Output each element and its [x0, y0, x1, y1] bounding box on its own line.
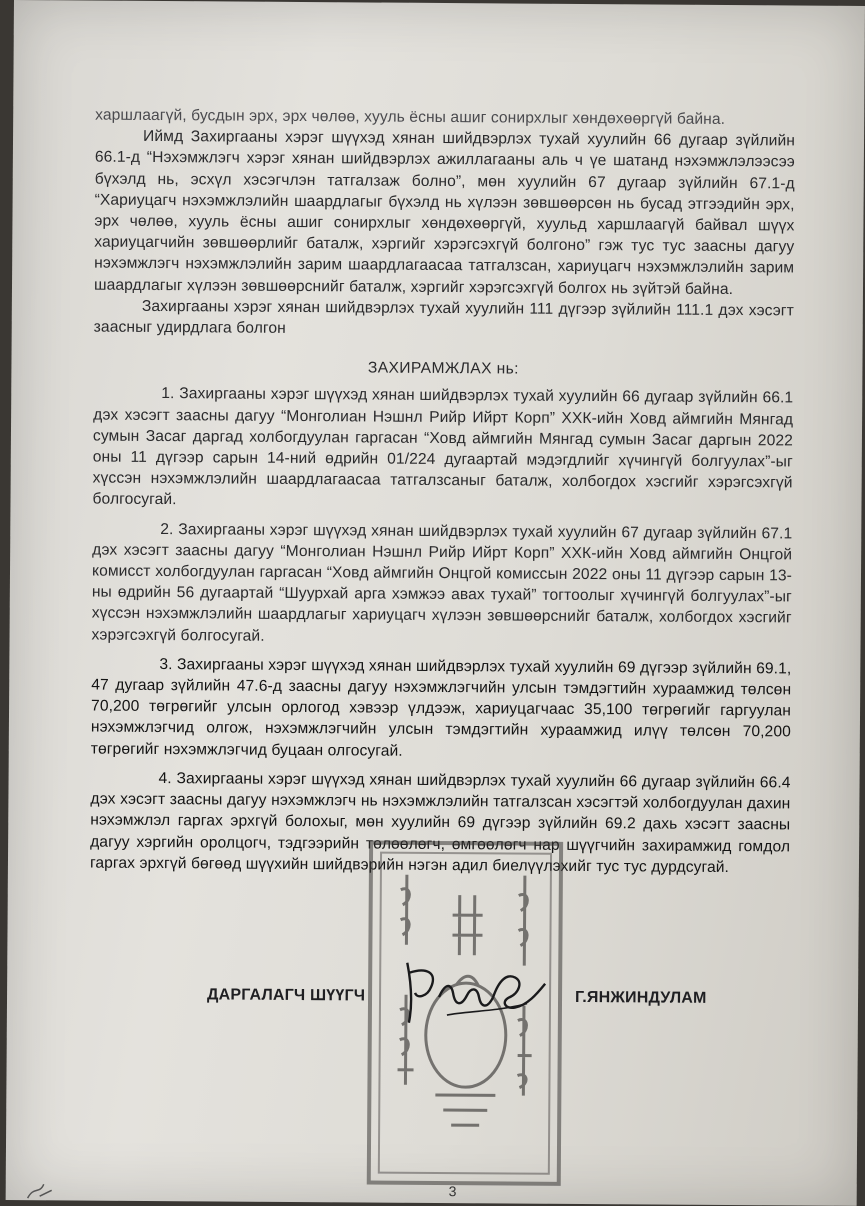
decree-item-1: 1. Захиргааны хэрэг шүүхэд хянан шийдвэрлэх тухай хуулийн 66 дугаар зүйлийн 66.1 дэх хэсэгт заасны дагуу “Монголиан Нэшнл Рийр Ийрт Корп” ХХК-ийн Ховд аймгийн Мянгад сумын Засаг даргад холбогдуулан гаргасан “Ховд аймгийн Мянгад сумын Засаг даргын 2022 оны 11 дүгээр сарын 14-ний өдрийн 01/224 дугаартай мэдэгдлийг хүчингүй болгуулах”-ыг хүссэн нэхэмжлэлийн шаардлагаасаа татгалзсаныг баталж, холбогдох хэсгийг хэрэгсэхгүй болгосугай.: [92, 385, 794, 509]
decree-item-2: 2. Захиргааны хэрэг шүүхэд хянан шийдвэрлэх тухай хуулийн 67 дугаар зүйлийн 67.1 дэх хэсэгт заасны дагуу “Монголиан Нэшнл Рийр Ийрт Корп” ХХК-ийн Ховд аймгийн Онцгой комисст холбогдуулан гаргасан “Ховд аймгийн Онцгой комиссын 2022 оны 11 дүгээр сарын 13-ны өдрийн 56 дугаартай “Шуурхай арга хэмжээ авах тухай” тогтоолыг хүчингүй болгуулах”-ыг хүссэн нэхэмжлэлийн шаардлагыг хариуцагч хүлээн зөвшөөрснийг баталж, холбогдох хэсгийг хэрэгсэхгүй болгосугай.: [91, 520, 793, 645]
corner-scribble: [26, 1180, 56, 1200]
paragraph-intro: харшлаагүй, бусдын эрх, эрх чөлөө, хууль ёсны ашиг сонирхлыг хөндөхөөргүй байна.: [95, 106, 726, 128]
judge-name: Г.ЯНЖИНДУЛАМ: [574, 988, 707, 1007]
page-number: 3: [448, 1183, 457, 1200]
paragraph-reasoning: Иймд Захиргааны хэрэг шүүхэд хянан шийдвэрлэх тухай хуулийн 66 дугаар зүйлийн 66.1-д “Нэхэмжлэгч хэрэг хянан шийдвэрлэх ажиллагааны аль ч үе шатанд нэхэмжлэлээсээ бүхэлд нь, эсхүл хэсэгчлэн татгалзаж болно”, мөн хуулийн 67 дугаар зүйлийн 67.1-д “Хариуцагч нэхэмжлэлийн шаардлагыг бүхэлд нь хүлээн зөвшөөрсөн нь бусад этгээдийн эрх, эрх чөлөө, хууль ёсны ашиг сонирхлыг хөндөхөөргүй, хуульд харшлаагүй байвал шүүх хариуцагчийн зөвшөөрлийг баталж, хэргийг хэрэгсэхгүй болгоно” гэж тус тус заасны дагуу нэхэмжлэгч нэхэмжлэлийн зарим шаардлагаасаа татгалзсан, хариуцагч нэхэмжлэлийн зарим шаардлагыг хүлээн зөвшөөрснийг баталж, хэргийг хэрэгсэхгүй болгох нь зүйтэй байна.: [93, 128, 796, 298]
document-page: [6, 0, 865, 1206]
decree-item-4: 4. Захиргааны хэрэг шүүхэд хянан шийдвэрлэх тухай хуулийн 66 дугаар зүйлийн 66.4 дэх хэсэгт заасны дагуу нэхэмжлэгч нь нэхэмжлэлийн татгалзсан хэсэгтэй холбогдуулан дахин нэхэмжлэл гаргах эрхгүй болохыг, мөн хуулийн 69 дүгээр зүйлийн 69.2 дахь хэсэгт заасны дагуу хэргийн оролцогч, тэдгээрийн төлөөлөгч, өмгөөлөгч нар шүүгчийн захирамжид гомдол гаргах эрхгүй бөгөөд шүүхийн шийдвэрийн нэгэн адил биелүүлэхийг тус тус дурдсугай.: [89, 769, 791, 876]
document-body: [90, 105, 795, 879]
judge-signature: [387, 953, 568, 1034]
decree-heading: ЗАХИРАМЖЛАХ нь:: [367, 359, 519, 378]
paragraph-basis: Захиргааны хэрэг хянан шийдвэрлэх тухай хуулийн 111 дүгээр зүйлийн 111.1 дэх хэсэгт заасныг удирдлага болгон: [93, 297, 794, 337]
judge-title: ДАРГАЛАГЧ ШҮҮГЧ: [206, 986, 366, 1005]
decree-item-3: 3. Захиргааны хэрэг шүүхэд хянан шийдвэрлэх тухай хуулийн 69 дүгээр зүйлийн 69.1, 47 дугаар зүйлийн 47.6-д заасны дагуу нэхэмжлэгчийн улсын тэмдэгтийн хураамжид төлсөн 70,200 төгрөгийг улсын орлогод хэвээр үлдээж, хариуцагчаас 35,100 төгрөгийг гаргуулан нэхэмжлэгчид олгож, нэхэмжлэгчийн улсын тэмдэгтийн хураамжид илүү төлсөн 70,200 төгрөгийг нэхэмжлэгчид буцаан олгосугай.: [90, 655, 792, 760]
